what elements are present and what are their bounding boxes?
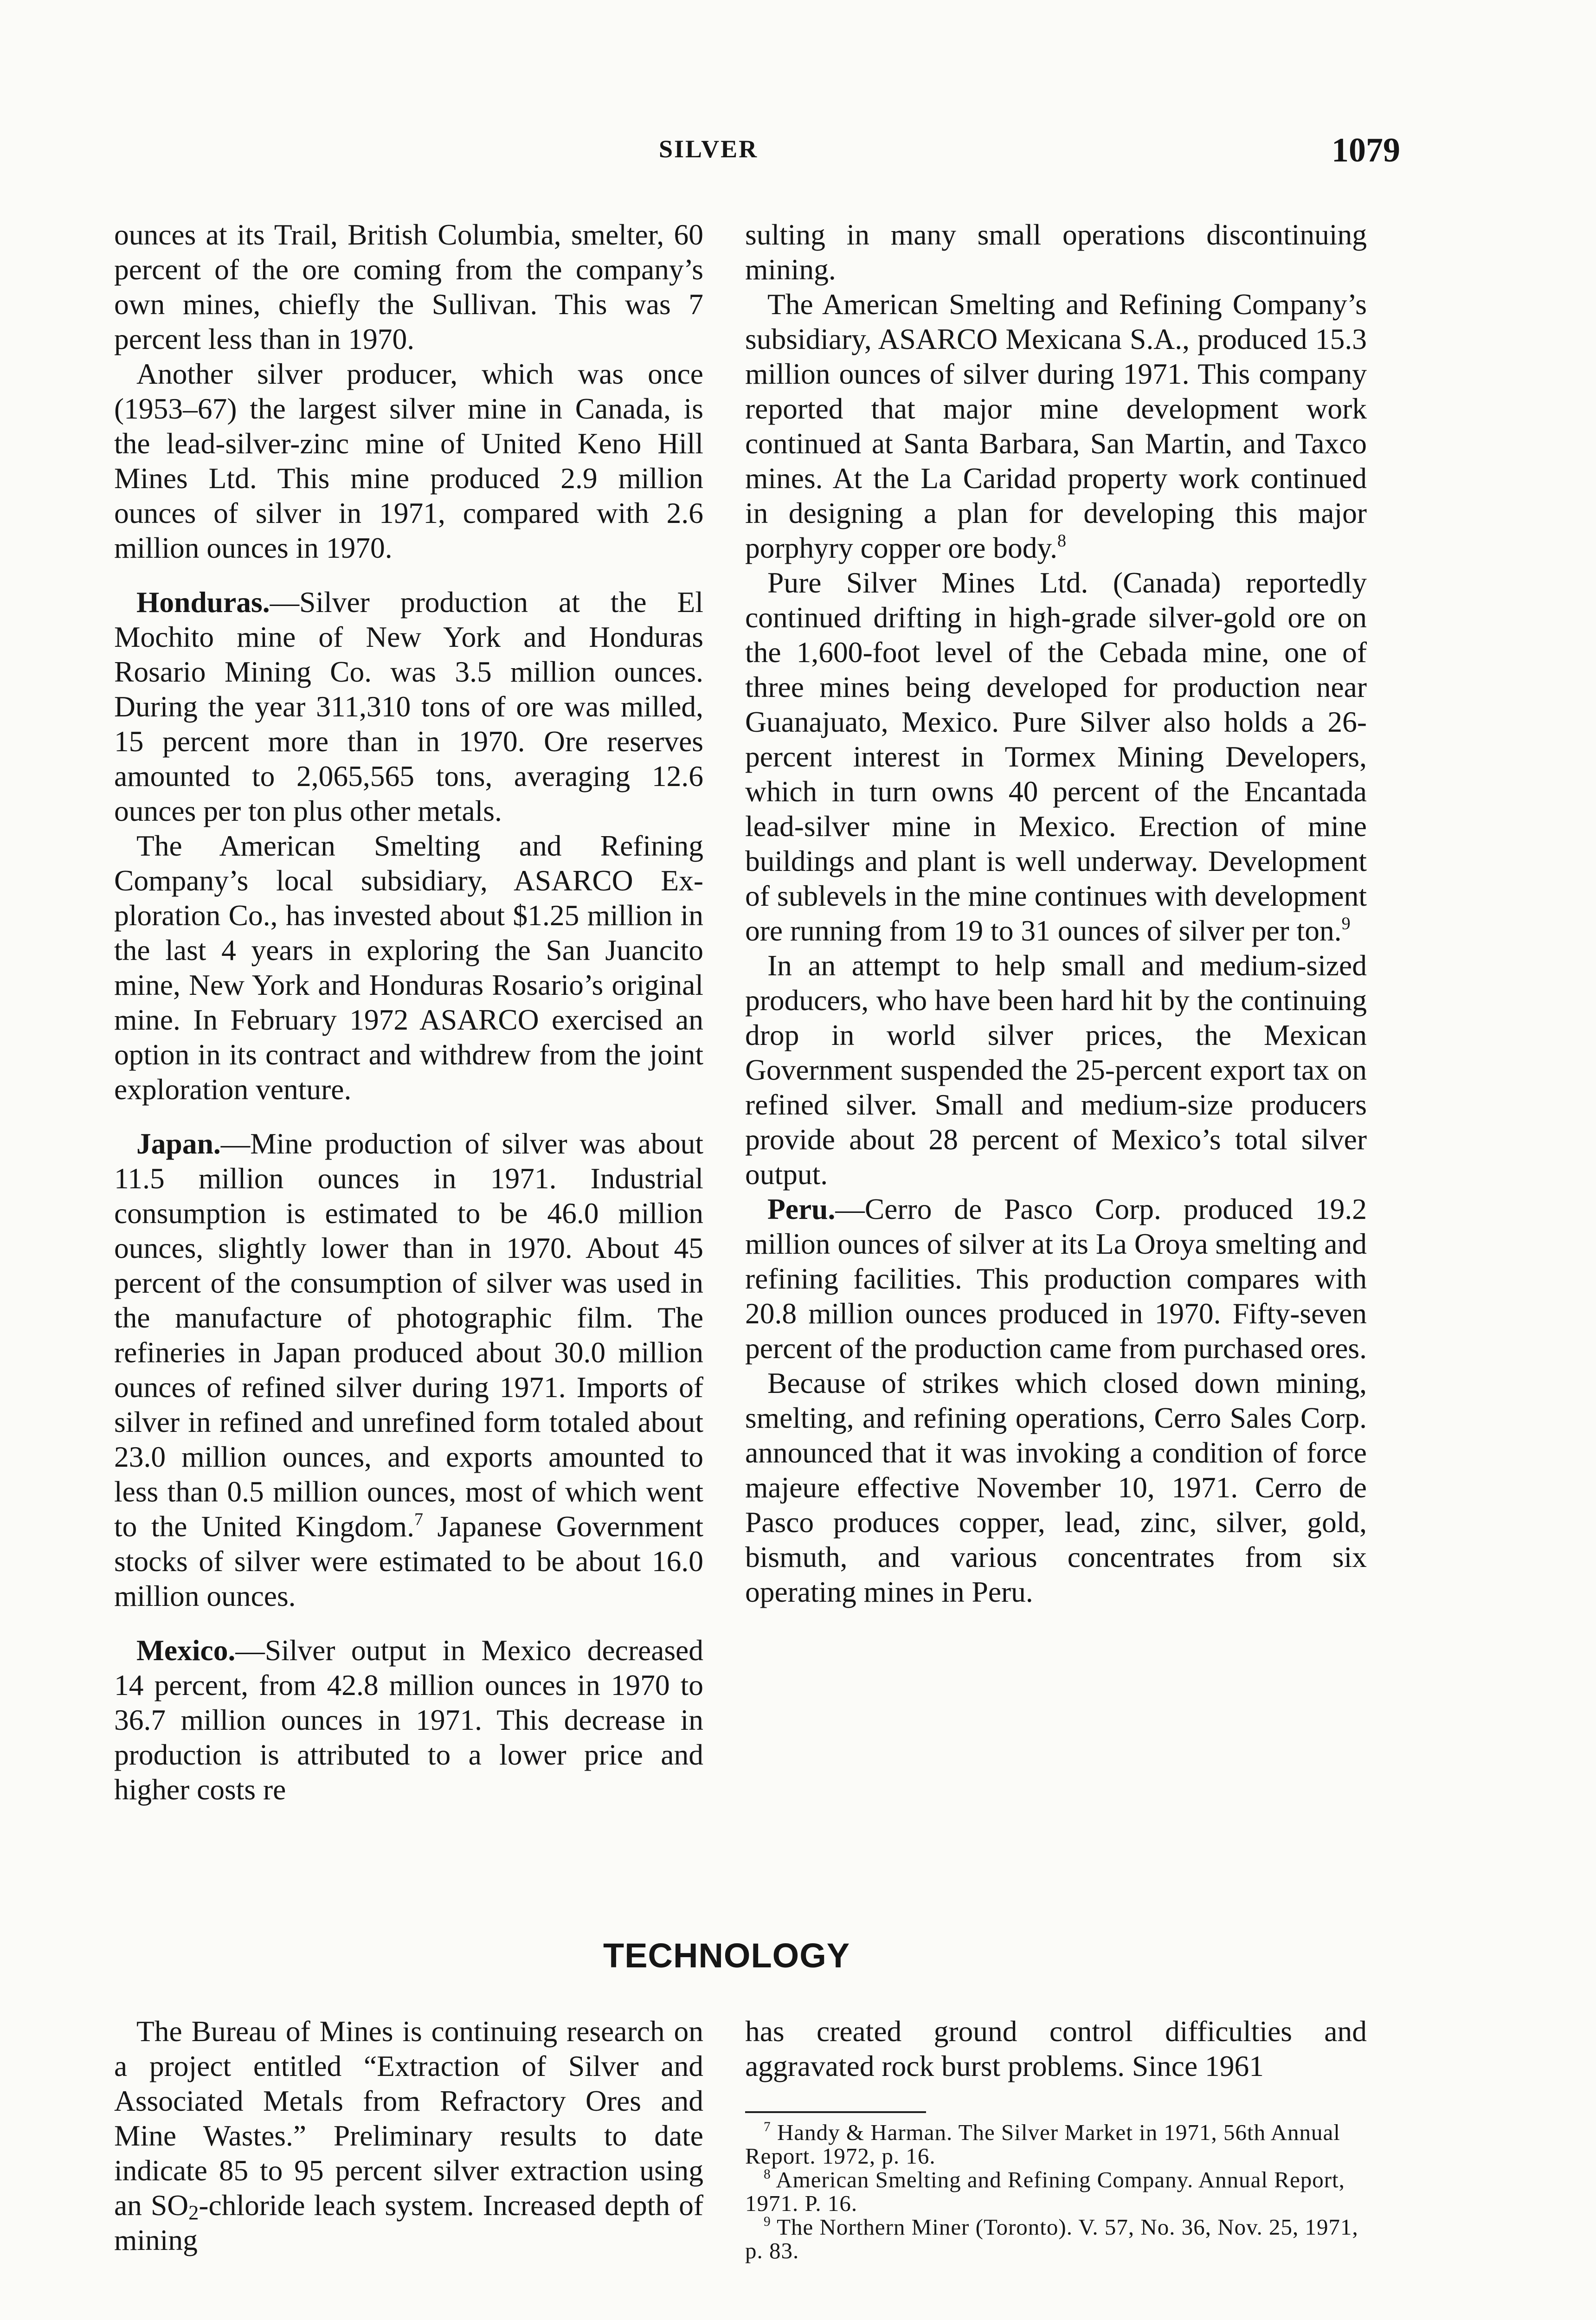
paragraph-text: —Cerro de Pasco Corp. produced 19.2 million ounces of silver at its La Oroya smelting and refining facilities. This production compares with 20.8 million ounces produced in 1970. Fifty-seven percent of the production came from purchased ores. xyxy=(745,1192,1367,1365)
footnote-number: 8 xyxy=(764,2166,771,2182)
running-head: SILVER xyxy=(659,135,759,163)
paragraph xyxy=(745,287,1367,565)
japan-heading: Japan. xyxy=(136,1127,221,1160)
footnote-rule xyxy=(745,2111,926,2113)
paragraph-text: -chloride leach system. Increased depth of mining xyxy=(114,2189,704,2256)
section-heading-technology: TECHNOLOGY xyxy=(603,1936,850,1975)
paragraph: Because of strikes which closed down mining, smelting, and refining operations, Cerro Sales Corp. announced that it was invoking a condition of force majeure effective November 10, 1971. Cerro de Pasco produces copper, lead, zinc, silver, gold, bismuth, and various concentrates from six operating mines in Peru. xyxy=(745,1366,1367,1608)
paragraph-text: The American Smelting and Refining Company’s subsidiary, ASARCO Mexicana S.A., produced 15.3 million ounces of silver during 1971. This company reported that major mine development work continued at Santa Barbara, San Martin, and Taxco mines. At the La Caridad property work continued in designing a plan for developing this major porphyry copper ore body. xyxy=(745,288,1367,564)
paragraph-text: —Mine production of silver was about 11.5 million ounces in 1971. Industrial consumption is estimated to be 46.0 million ounces, slightly lower than in 1970. About 45 percent of the consumption of silver was used in the manufacture of photographic film. The refineries in Japan produced about 30.0 million ounces of refined silver during 1971. Imports of silver in refined and unrefined form totaled about 23.0 million ounces, and exports amounted to less than 0.5 million ounces, most of which went to the United Kingdom. xyxy=(114,1127,703,1543)
paragraph-text: Japanese Government stocks of silver were estimated to be about 16.0 million ounces. xyxy=(114,1510,703,1612)
footnote-ref-8: 8 xyxy=(1057,531,1067,551)
paragraph-text: The Bureau of Mines is continuing research on a project entitled “Extraction of Silver and Associated Metals from Refractory Ores and Mine Wastes.” Preliminary results to date indicate 85 to 95 percent silver extraction using an SO xyxy=(114,2015,703,2222)
footnote xyxy=(745,2120,1367,2168)
page-number: 1079 xyxy=(1332,131,1400,169)
honduras-heading: Honduras. xyxy=(136,586,270,619)
footnote-ref-7: 7 xyxy=(414,1509,423,1529)
paragraph: The American Smelting and Refining Company’s local subsidiary, ASARCO Exploration Co., has invested about $1.25 million in the last 4 years in exploring the San Juancito mine, New York and Honduras Rosario’s original mine. In February 1972 ASARCO exercised an option in its contract and withdrew from the joint exploration venture. xyxy=(114,829,703,1106)
footnote-text: Handy & Harman. The Silver Market in 1971, 56th Annual Report. 1972, p. 16. xyxy=(745,2120,1340,2169)
footnote xyxy=(745,2215,1367,2262)
footnote-text: The Northern Miner (Toronto). V. 57, No. 36, Nov. 25, 1971, p. 83. xyxy=(745,2214,1358,2263)
footnote-number: 9 xyxy=(764,2214,771,2229)
right-column-bottom xyxy=(745,2014,1367,2083)
peru-heading: Peru. xyxy=(767,1192,836,1225)
footnote-number: 7 xyxy=(764,2119,771,2134)
honduras-section xyxy=(114,585,703,828)
left-column-top xyxy=(114,217,703,1807)
right-column-top xyxy=(745,217,1367,1609)
mexico-heading: Mexico. xyxy=(136,1634,236,1667)
paragraph: Another silver producer, which was once (1953–67) the largest silver mine in Canada, is the lead-silver-zinc mine of United Keno Hill Mines Ltd. This mine produced 2.9 million ounces of silver in 1971, compared with 2.6 million ounces in 1970. xyxy=(114,357,703,564)
paragraph xyxy=(114,2014,703,2257)
peru-section xyxy=(745,1192,1367,1366)
subscript: 2 xyxy=(188,2200,199,2224)
paragraph-text: —Silver production at the El Mochito mine of New York and Honduras Rosario Mining Co. was 3.5 million ounces. During the year 311,310 tons of ore was milled, 15 percent more than in 1970. Ore reserves amounted to 2,065,565 tons, averaging 12.6 ounces per ton plus other metals. xyxy=(114,586,703,827)
paragraph: ounces at its Trail, British Columbia, smelter, 60 percent of the ore coming from the company’s own mines, chiefly the Sullivan. This was 7 percent less than in 1970. xyxy=(114,218,703,355)
mexico-section xyxy=(114,1633,703,1807)
left-column-bottom xyxy=(114,2014,703,2257)
paragraph-text: —Silver output in Mexico decreased 14 percent, from 42.8 million ounces in 1970 to 36.7 million ounces in 1971. This decrease in production is attributed to a lower price and higher costs re xyxy=(114,1634,703,1806)
footnotes xyxy=(745,2120,1367,2262)
paragraph: In an attempt to help small and medium-sized producers, who have been hard hit by the continuing drop in world silver prices, the Mexican Government suspended the 25-percent export tax on refined silver. Small and medium-size producers provide about 28 percent of Mexico’s total silver output. xyxy=(745,949,1367,1191)
footnote-text: American Smelting and Refining Company. Annual Report, 1971. P. 16. xyxy=(745,2167,1345,2216)
paragraph xyxy=(745,565,1367,948)
footnote xyxy=(745,2168,1367,2215)
paragraph-text: Pure Silver Mines Ltd. (Canada) reportedly continued drifting in high-grade silver-gold ore on the 1,600-foot level of the Cebada mine, one of three mines being developed for production near Guanajuato, Mexico. Pure Silver also holds a 26-percent interest in Tormex Mining Developers, which in turn owns 40 percent of the Encantada lead-silver mine in Mexico. Erection of mine buildings and plant is well underway. Development of sublevels in the mine continues with development ore running from 19 to 31 ounces of silver per ton. xyxy=(745,566,1367,947)
paragraph: sulting in many small operations discontinuing mining. xyxy=(745,218,1367,286)
footnote-ref-9: 9 xyxy=(1341,914,1351,934)
paragraph: has created ground control difficulties and aggravated rock burst problems. Since 1961 xyxy=(745,2015,1367,2082)
japan-section xyxy=(114,1126,703,1613)
